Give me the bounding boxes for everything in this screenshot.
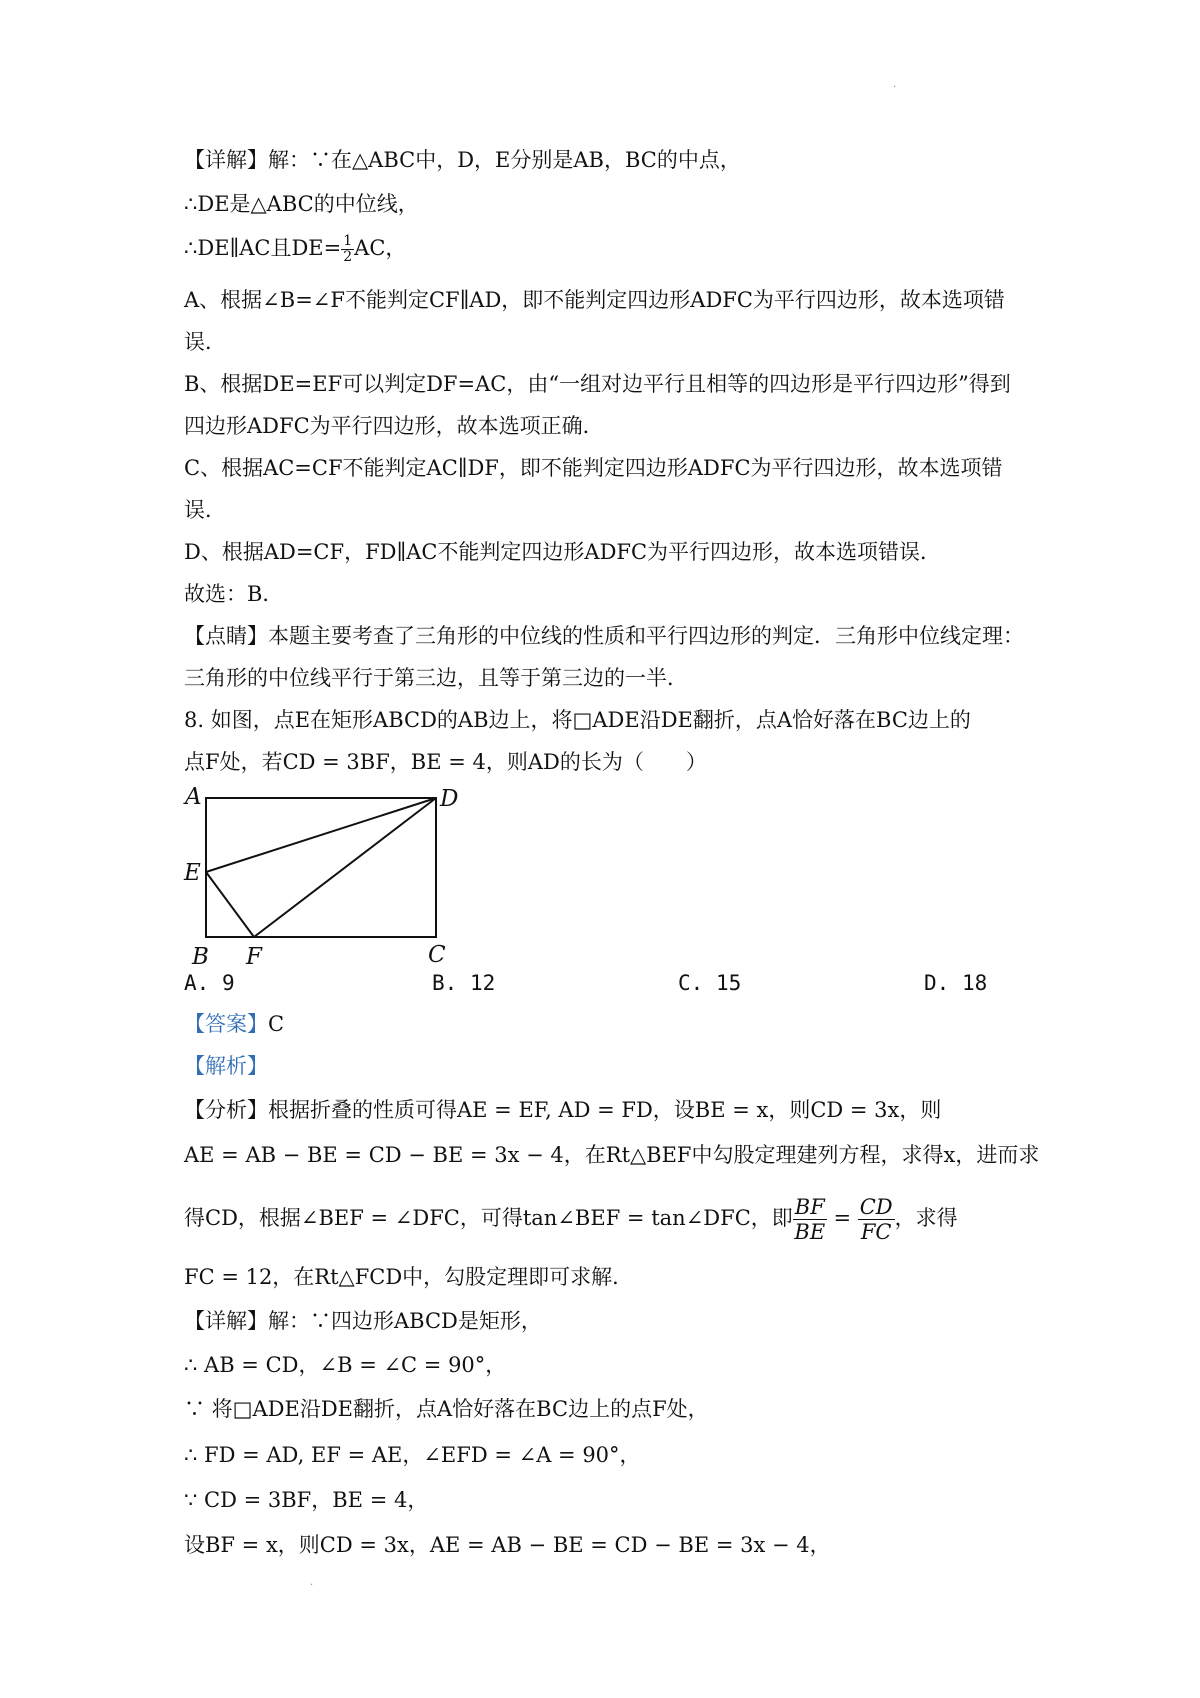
analysis-line-1: 【分析】根据折叠的性质可得AE = EF, AD = FD，设BE = x，则CD = 3x，则 [184,1098,942,1122]
detail-line-3-end: AC， [354,236,407,260]
option-c-reasoning-cont: 误． [184,498,226,522]
solution-line-3: ∵ 将□ADE沿DE翻折，点A恰好落在BC边上的点F处， [184,1397,709,1421]
label-a: A [185,784,202,810]
analysis-line-4: FC = 12，在Rt△FCD中，勾股定理即可求解． [184,1265,634,1289]
label-d: D [440,786,459,812]
option-a: A. 9 [184,971,235,995]
answer-label: 【答案】 [184,1012,268,1036]
fraction-half: $\frac{1}{2}$ [343,233,353,265]
label-f: F [246,944,262,970]
analysis-label: 【解析】 [184,1054,268,1078]
scan-dot: · [893,82,897,93]
rectangle-abcd [206,798,436,937]
fraction-equals: = [826,1206,858,1230]
label-b: B [192,944,209,970]
analysis-line-3 [184,1195,958,1244]
rectangle-figure [180,782,470,972]
comment-line-2: 三角形的中位线平行于第三边，且等于第三边的一半． [184,666,688,690]
solution-line-1: 【详解】解：∵四边形ABCD是矩形， [184,1309,542,1333]
detail-line-1: 【详解】解：∵在△ABC中，D，E分别是AB，BC的中点， [184,148,741,172]
detail-line-2: ∴DE是△ABC的中位线， [184,192,419,216]
analysis-line-3-end: ，求得 [894,1206,958,1230]
option-b: B. 12 [432,971,496,995]
detail-line-3-start: ∴DE∥AC且DE= [184,236,342,260]
segment-ed [206,798,436,872]
option-c: C. 15 [678,971,742,995]
analysis-line-3-start: 得CD，根据∠BEF = ∠DFC，可得tan∠BEF = tan∠DFC，即 [184,1206,793,1230]
label-c: C [428,942,446,968]
solution-line-5: ∵ CD = 3BF，BE = 4， [184,1488,429,1512]
question-8-line-2: 点F处，若CD = 3BF，BE = 4，则AD的长为（ ） [184,750,707,774]
option-d-reasoning: D、根据AD=CF，FD∥AC不能判定四边形ADFC为平行四边形，故本选项错误． [184,540,942,564]
scan-dot-bottom: · [310,1580,314,1591]
segment-ef [206,872,254,937]
detail-line-3 [184,233,406,265]
solution-line-4: ∴ FD = AD, EF = AE，∠EFD = ∠A = 90°， [184,1443,641,1467]
fraction-bf-be: $\frac{BF}{BE}$ [794,1195,826,1244]
analysis-line-2: AE = AB − BE = CD − BE = 3x − 4，在Rt△BEF中勾股定理建列方程，求得x，进而求 [184,1143,1040,1167]
segment-fd [254,798,436,937]
answer-value: C [268,1012,285,1036]
label-e: E [184,860,201,886]
solution-line-6: 设BF = x，则CD = 3x，AE = AB − BE = CD − BE = 3x − 4， [184,1533,831,1557]
question-8-line-1: 8. 如图，点E在矩形ABCD的AB边上，将□ADE沿DE翻折，点A恰好落在BC边上的 [184,708,971,732]
answer-line [184,1009,284,1039]
fraction-cd-fc: $\frac{CD}{FC}$ [859,1195,893,1244]
option-a-reasoning-cont: 误． [184,330,226,354]
option-b-reasoning: B、根据DE=EF可以判定DF=AC，由“一组对边平行且相等的四边形是平行四边形”得到 [184,372,1011,396]
option-d: D. 18 [924,971,988,995]
option-a-reasoning: A、根据∠B=∠F不能判定CF∥AD，即不能判定四边形ADFC为平行四边形，故本选项错 [184,288,1005,312]
solution-line-2: ∴ AB = CD，∠B = ∠C = 90°， [184,1353,507,1377]
option-b-reasoning-cont: 四边形ADFC为平行四边形，故本选项正确． [184,414,604,438]
selected-answer-line: 故选：B． [184,582,284,606]
comment-line-1: 【点睛】本题主要考查了三角形的中位线的性质和平行四边形的判定．三角形中位线定理： [184,624,1024,648]
option-c-reasoning: C、根据AC=CF不能判定AC∥DF，即不能判定四边形ADFC为平行四边形，故本选项错 [184,456,1003,480]
